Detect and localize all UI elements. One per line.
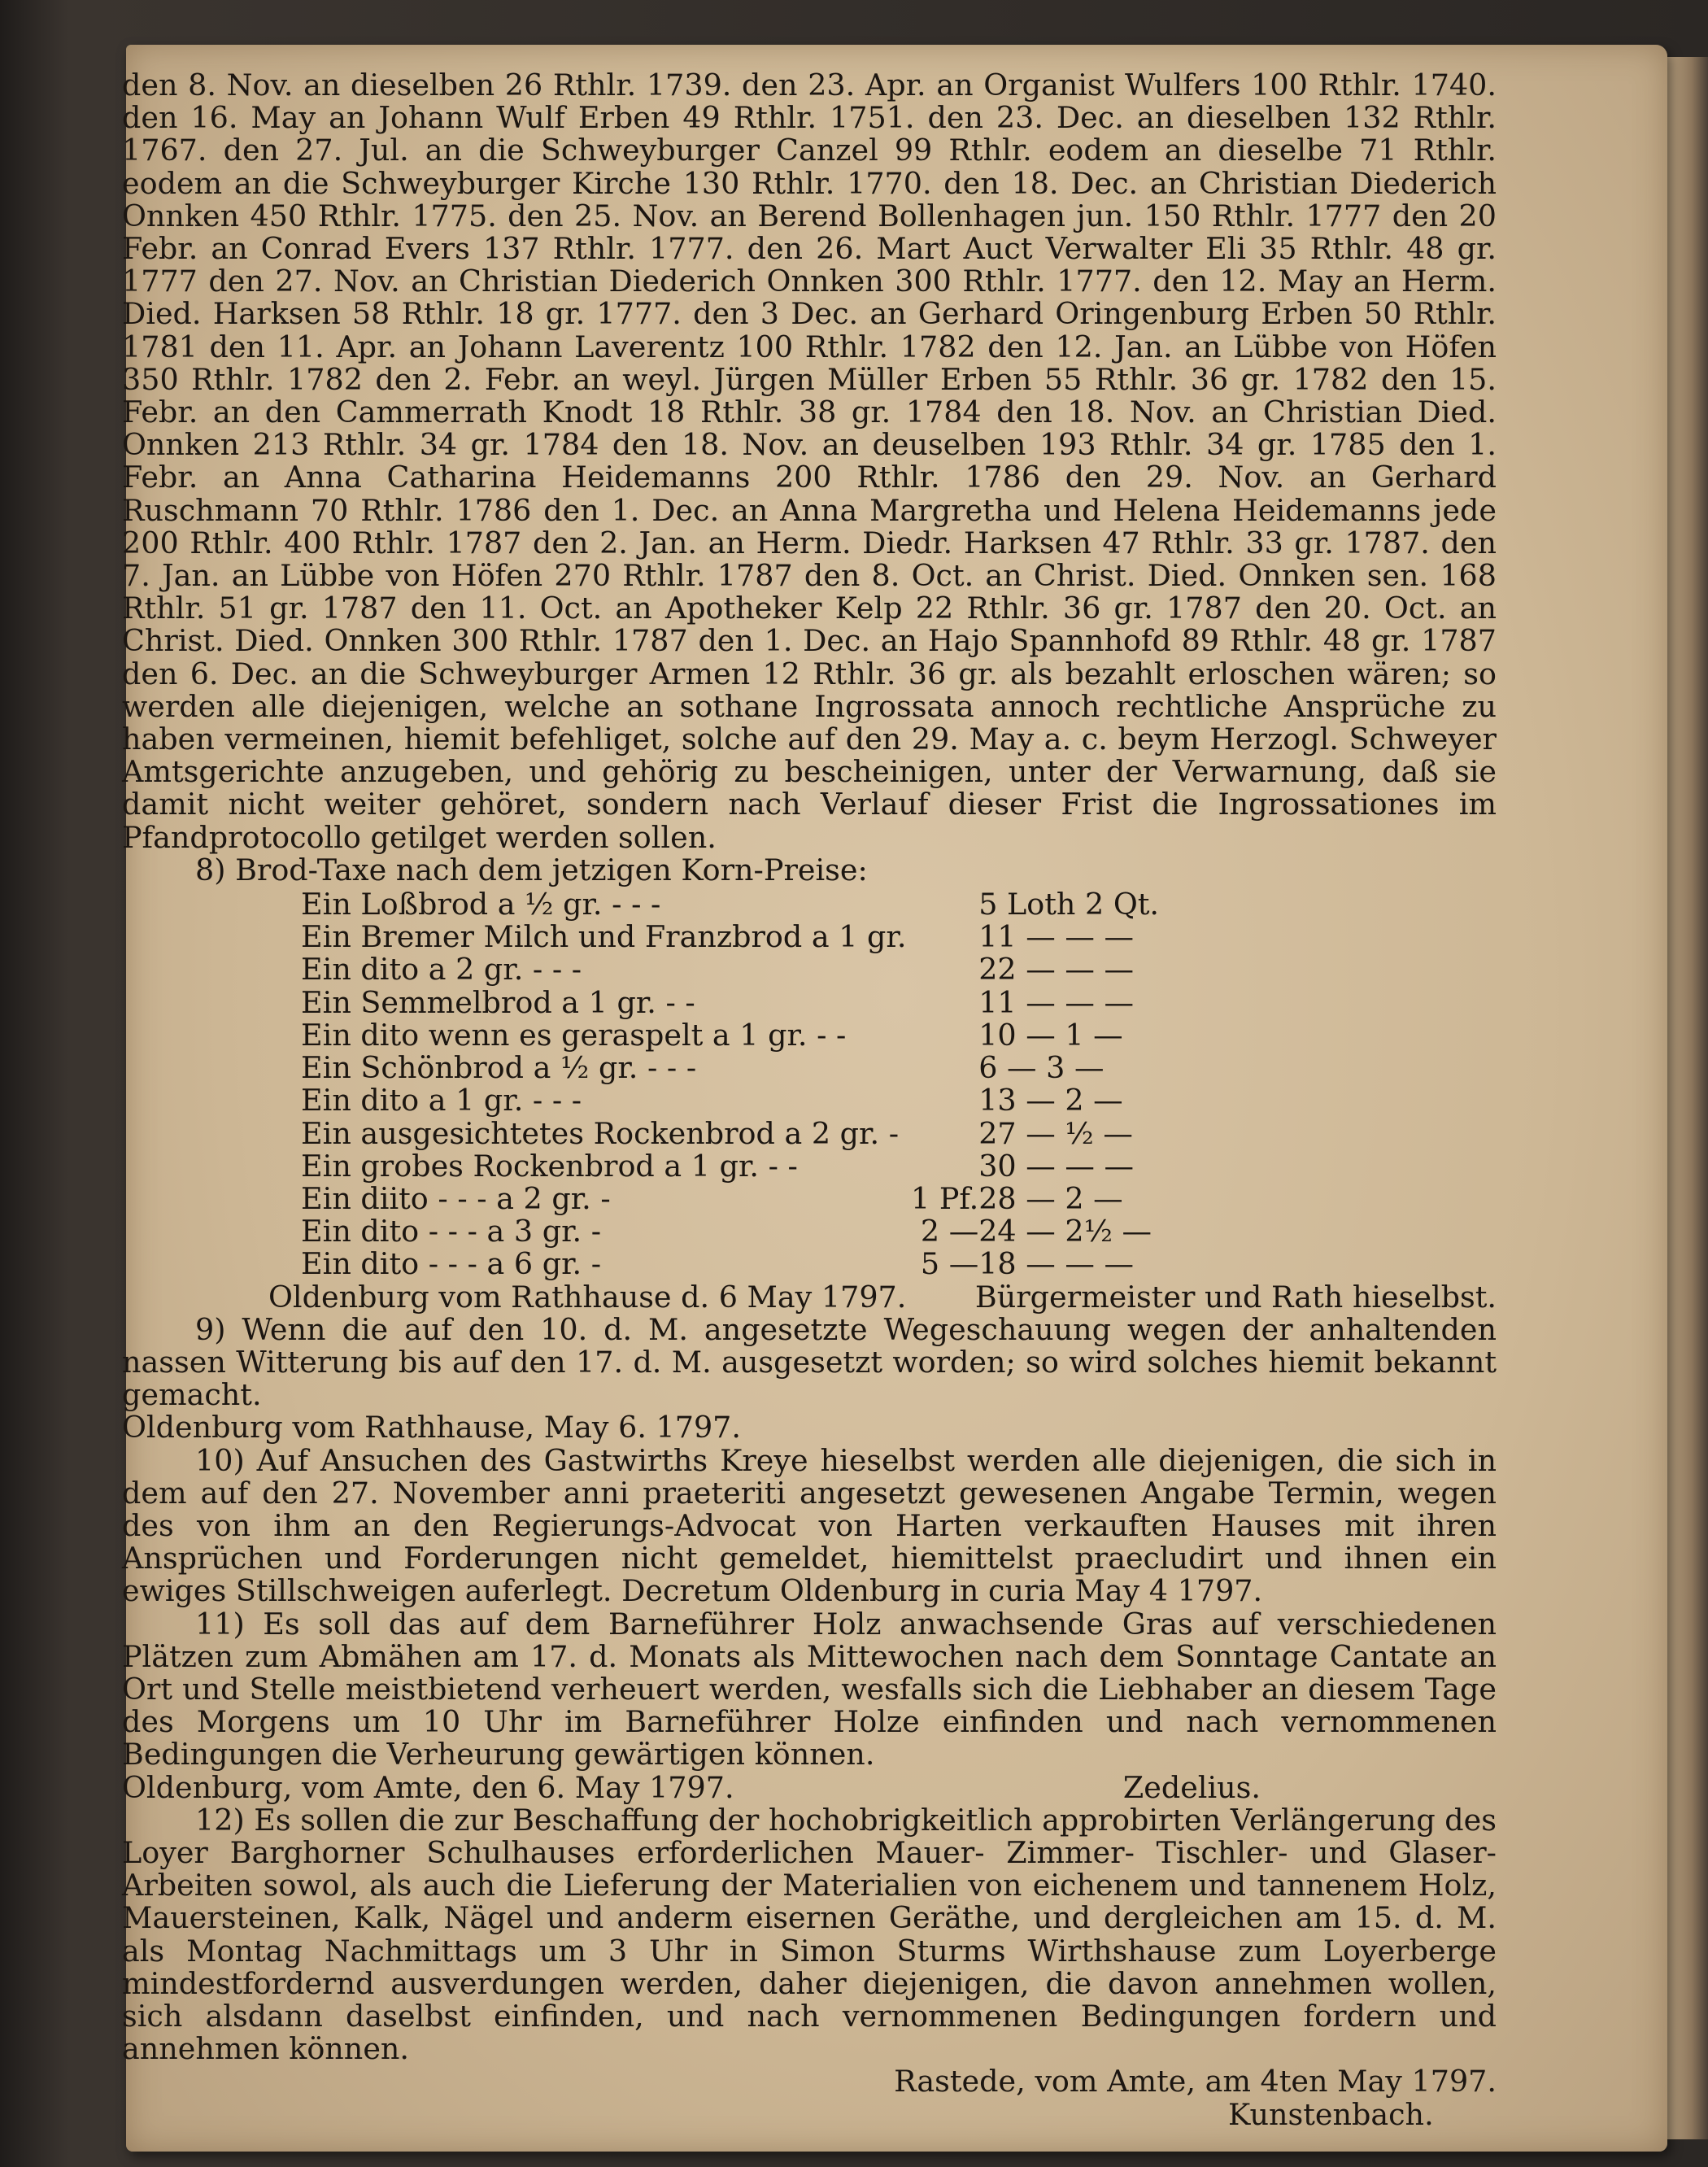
bread-tax-weight: 10 — 1 — — [978, 1017, 1123, 1053]
bread-tax-row — [301, 1084, 1174, 1117]
bread-tax-weight: 13 — 2 — — [978, 1083, 1123, 1118]
bread-tax-item: Ein dito - - - a 3 gr. - — [301, 1214, 602, 1249]
notice-11 — [122, 1608, 1497, 1804]
bread-tax-section — [122, 854, 1497, 1314]
bread-tax-weight: 11 — — — — [978, 984, 1134, 1020]
bread-tax-item: Ein ausgesichtetes Rockenbrod a 2 gr. - — [301, 1115, 900, 1151]
bread-tax-item: Ein grobes Rockenbrod a 1 gr. - - — [301, 1148, 798, 1184]
bread-tax-item: Ein dito - - - a 6 gr. - — [301, 1246, 602, 1282]
bread-tax-pfennig — [911, 987, 978, 1019]
notice-10 — [122, 1442, 1497, 1609]
notice-11-signatory: Zedelius. — [1122, 1769, 1261, 1805]
bread-tax-item: Ein diito - - - a 2 gr. - — [301, 1180, 611, 1216]
bread-tax-item: Ein Loßbrod a ½ gr. - - - — [301, 887, 661, 922]
bread-tax-table — [301, 888, 1174, 1280]
bread-tax-row — [301, 1019, 1174, 1052]
bread-tax-item: Ein Schönbrod a ½ gr. - - - — [301, 1050, 697, 1086]
bread-tax-weight: 18 — — — — [978, 1246, 1134, 1282]
bread-tax-item: Ein dito a 2 gr. - - - — [301, 952, 582, 988]
bread-tax-weight: 30 — — — — [978, 1148, 1134, 1184]
bread-tax-heading: 8) Brod-Taxe nach dem jetzigen Korn-Preise: — [195, 852, 868, 887]
bread-tax-pfennig — [911, 1084, 978, 1117]
bread-tax-weight: 24 — 2½ — — [978, 1214, 1152, 1249]
notice-12-signatory: Kunstenbach. — [1228, 2096, 1434, 2132]
page-edge-right — [1667, 57, 1708, 2139]
bread-tax-item: Ein Semmelbrod a 1 gr. - - — [301, 984, 695, 1020]
notice-11-place-date: Oldenburg, vom Amte, den 6. May 1797. — [122, 1769, 734, 1805]
bread-tax-pfennig — [911, 1118, 978, 1150]
bread-tax-pfennig — [911, 921, 978, 953]
bread-tax-row — [301, 1215, 1174, 1248]
bread-tax-pfennig — [911, 953, 978, 986]
bread-tax-pfennig — [911, 1019, 978, 1052]
ingrossation-list-paragraph: den 8. Nov. an dieselben 26 Rthlr. 1739. den 23. Apr. an Organist Wulfers 100 Rthlr. 1740. den 16. May an Johann Wulf Erben 49 Rthlr. 1751. den 23. Dec. an dieselben 132 Rthlr. 1767. den 27. Jul. an die Schweyburger Canzel 99 Rthlr. eodem an dieselbe 71 Rthlr. eodem an die Schweyburger Kirche 130 Rthlr. 1770. den 18. Dec. an Christian Diederich Onnken 450 Rthlr. 1775. den 25. Nov. an Berend Bollenhagen jun. 150 Rthlr. 1777 den 20 Febr. an Conrad Evers 137 Rthlr. 1777. den 26. Mart Auct Verwalter Eli 35 Rthlr. 48 gr. 1777 den 27. Nov. an Christian Diederich Onnken 300 Rthlr. 1777. den 12. May an Herm. Died. Harksen 58 Rthlr. 18 gr. 1777. den 3 Dec. an Gerhard Oringenburg Erben 50 Rthlr. 1781 den 11. Apr. an Johann Laverentz 100 Rthlr. 1782 den 12. Jan. an Lübbe von Höfen 350 Rthlr. 1782 den 2. Febr. an weyl. Jürgen Müller Erben 55 Rthlr. 36 gr. 1782 den 15. Febr. an den Cammerrath Knodt 18 Rthlr. 38 gr. 1784 den 18. Nov. an Christian Died. Onnken 213 Rthlr. 34 gr. 1784 den 18. Nov. an deuselben 193 Rthlr. 34 gr. 1785 den 1. Febr. an Anna Catharina Heidemanns 200 Rthlr. 1786 den 29. Nov. an Gerhard Ruschmann 70 Rthlr. 1786 den 1. Dec. an Anna Margretha und Helena Heidemanns jede 200 Rthlr. 400 Rthlr. 1787 den 2. Jan. an Herm. Diedr. Harksen 47 Rthlr. 33 gr. 1787. den 7. Jan. an Lübbe von Höfen 270 Rthlr. 1787 den 8. Oct. an Christ. Died. Onnken sen. 168 Rthlr. 51 gr. 1787 den 11. Oct. an Apotheker Kelp 22 Rthlr. 36 gr. 1787 den 20. Oct. an Christ. Died. Onnken 300 Rthlr. 1787 den 1. Dec. an Hajo Spannhofd 89 Rthlr. 48 gr. 1787 den 6. Dec. an die Schweyburger Armen 12 Rthlr. 36 gr. als bezahlt erloschen wären; so werden alle diejenigen, welche an sothane Ingrossata annoch rechtliche Ansprüche zu haben vermeinen, hiemit befehliget, solche auf den 29. May a. c. beym Herzogl. Schweyer Amtsgerichte anzugeben, und gehörig zu bescheinigen, unter der Verwarnung, daß sie damit nicht weiter gehöret, sondern nach Verlauf dieser Frist die Ingrossationes im Pfandprotocollo getilget werden sollen. — [122, 68, 1497, 855]
bread-tax-pfennig — [911, 1150, 978, 1183]
bread-tax-item: Ein Bremer Milch und Franzbrod a 1 gr. — [301, 919, 907, 955]
notice-9 — [122, 1311, 1497, 1445]
bread-tax-pfennig: 2 — — [920, 1214, 979, 1249]
bread-tax-row — [301, 1118, 1174, 1150]
bread-tax-weight: 22 — — — — [978, 952, 1134, 988]
bread-tax-row — [301, 1052, 1174, 1084]
notice-9-place-date: Oldenburg vom Rathhause, May 6. 1797. — [122, 1410, 742, 1445]
notice-12-place-date: Rastede, vom Amte, am 4ten May 1797. — [894, 2064, 1497, 2099]
bread-tax-item: Ein dito wenn es geraspelt a 1 gr. - - — [301, 1017, 847, 1053]
bread-tax-row — [301, 921, 1174, 953]
bread-tax-signatory: Bürgermeister und Rath hieselbst. — [974, 1279, 1497, 1315]
bread-tax-pfennig — [911, 1052, 978, 1084]
bread-tax-pfennig: 1 Pf. — [911, 1180, 979, 1216]
bread-tax-row — [301, 953, 1174, 986]
bread-tax-weight: 5 Loth 2 Qt. — [978, 887, 1160, 922]
bread-tax-row — [301, 987, 1174, 1019]
bread-tax-row — [301, 888, 1174, 921]
notice-12 — [122, 1804, 1497, 2131]
notice-12-text: 12) Es sollen die zur Beschaffung der hochobrigkeitlich approbirten Verlängerung des Loyer Barghorner Schulhauses erforderlichen Mauer- Zimmer- Tischler- und Glaser-Arbeiten sowol, als auch die Lieferung der Materialien von eichenem und tannenem Holz, Mauersteinen, Kalk, Nägel und anderm eisernen Geräthe, und dergleichen am 15. d. M. als Montag Nachmittags um 3 Uhr in Simon Sturms Wirthshause zum Loyerberge mindestfordernd ausverdungen werden, daher diejenigen, die davon annehmen wollen, sich alsdann daselbst einfinden, und nach vernommenen Bedingungen fordern und annehmen können. — [122, 1802, 1497, 2067]
bread-tax-row — [301, 1248, 1174, 1280]
bread-tax-weight: 6 — 3 — — [978, 1050, 1105, 1086]
page-text — [122, 69, 1497, 2131]
bread-tax-pfennig: 5 — — [920, 1246, 979, 1282]
bread-tax-row — [301, 1183, 1174, 1215]
bread-tax-item: Ein dito a 1 gr. - - - — [301, 1083, 582, 1118]
notice-11-signature-line — [122, 1769, 1497, 1805]
bread-tax-row — [301, 1150, 1174, 1183]
bread-tax-weight: 11 — — — — [978, 919, 1134, 955]
notice-11-text: 11) Es soll das auf dem Barneführer Holz anwachsende Gras auf verschiedenen Plätzen zum Abmähen am 17. d. Monats als Mittewochen nach dem Sonntage Cantate an Ort und Stelle meistbietend verheuert werden, wesfalls sich die Liebhaber an diesem Tage des Morgens um 10 Uhr im Barneführer Holze einfinden und nach vernommenen Bedingungen die Verheurung gewärtigen können. — [122, 1606, 1497, 1772]
notice-9-text: 9) Wenn die auf den 10. d. M. angesetzte Wegeschauung wegen der anhaltenden nassen Witterung bis auf den 17. d. M. ausgesetzt worden; so wird solches hiemit bekannt gemacht. — [122, 1311, 1497, 1413]
bread-tax-place-date: Oldenburg vom Rathhause d. 6 May 1797. — [268, 1279, 907, 1315]
bread-tax-weight: 27 — ½ — — [978, 1115, 1133, 1151]
bread-tax-signature-line — [122, 1281, 1497, 1314]
bread-tax-weight: 28 — 2 — — [978, 1180, 1123, 1216]
notice-10-text: 10) Auf Ansuchen des Gastwirths Kreye hieselbst werden alle diejenigen, die sich in dem auf den 27. November anni praeteriti angesetzt gewesenen Angabe Termin, wegen des von ihm an den Regierungs-Advocat von Harten verkauften Hauses mit ihren Ansprüchen und Forderungen nicht gemeldet, hiemittelst praecludirt und ihnen ein ewiges Stillschweigen auferlegt. Decretum Oldenburg in curia May 4 1797. — [122, 1442, 1497, 1609]
bread-tax-pfennig — [911, 888, 978, 921]
